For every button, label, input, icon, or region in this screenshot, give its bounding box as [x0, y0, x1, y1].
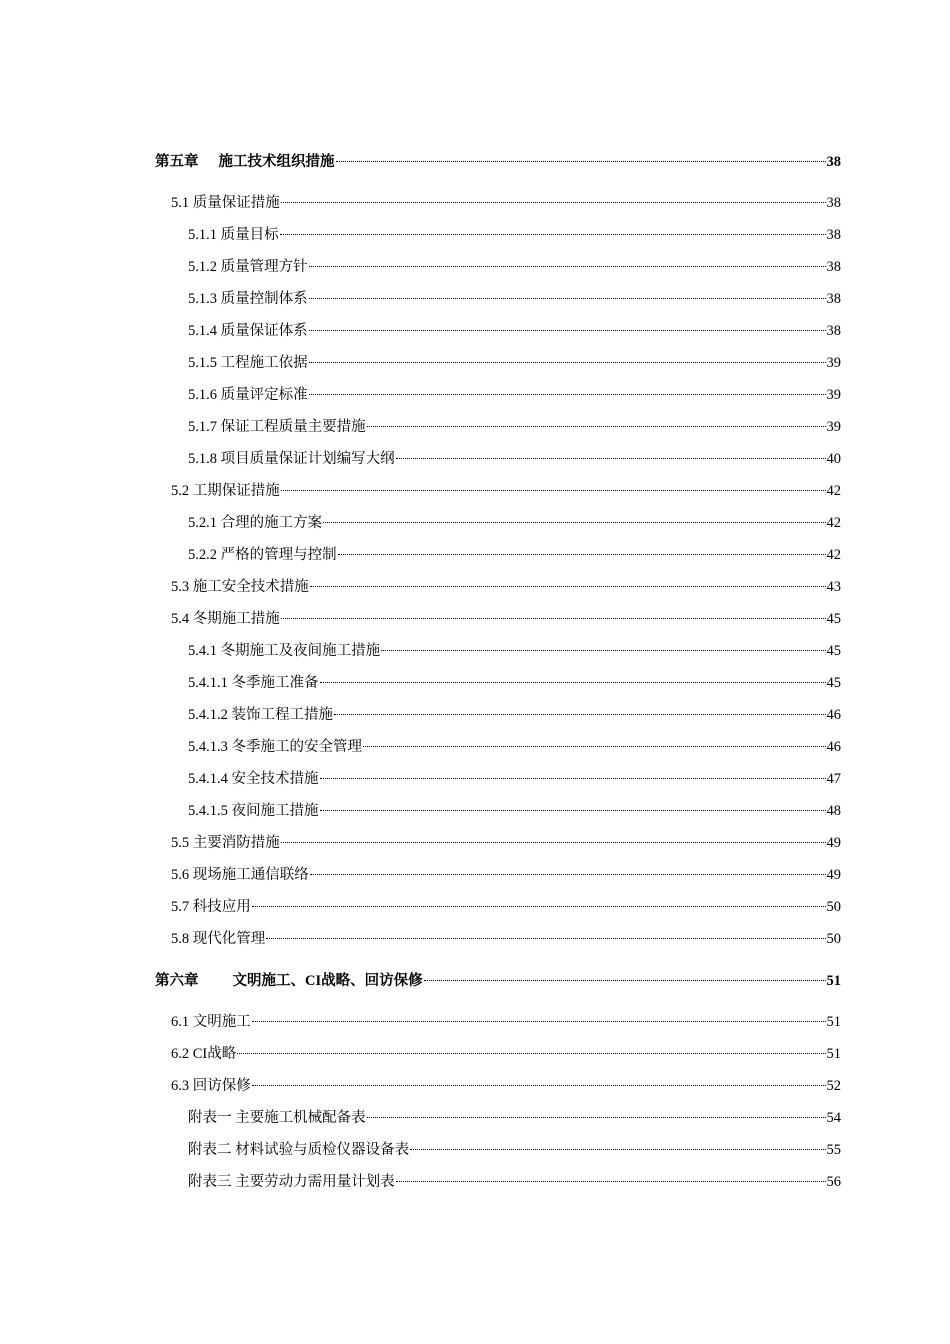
dot-leader [396, 1180, 826, 1182]
toc-entry-label: 5.5 主要消防措施 [171, 835, 280, 851]
toc-entry-6-1[interactable] [155, 1012, 841, 1032]
dot-leader [367, 1116, 826, 1118]
page-number: 48 [826, 803, 841, 819]
dot-leader [281, 201, 826, 203]
toc-entry-label: 5.1.7 保证工程质量主要措施 [188, 419, 366, 435]
toc-entry-label: 5.4 冬期施工措施 [171, 611, 280, 627]
toc-entry-label: 5.3 施工安全技术措施 [171, 579, 309, 595]
dot-leader [424, 979, 826, 981]
toc-entry-label: 5.2 工期保证措施 [171, 483, 280, 499]
toc-entry-5-8[interactable] [155, 929, 841, 949]
page-number: 38 [826, 323, 841, 339]
toc-entry-5-4[interactable] [155, 609, 841, 629]
dot-leader [252, 1020, 826, 1022]
toc-entry-label: 5.1.2 质量管理方针 [188, 259, 308, 275]
page-number: 51 [826, 973, 841, 989]
dot-leader [396, 457, 826, 459]
dot-leader [320, 681, 826, 683]
toc-entry-5-5[interactable] [155, 833, 841, 853]
dot-leader [309, 361, 826, 363]
toc-entry-label: 6.1 文明施工 [171, 1014, 251, 1030]
toc-entry-label: 5.7 科技应用 [171, 899, 251, 915]
dot-leader [320, 809, 826, 811]
page-number: 46 [826, 739, 841, 755]
page-number: 38 [826, 195, 841, 211]
page-number: 40 [826, 451, 841, 467]
dot-leader [334, 713, 826, 715]
toc-entry-label: 5.4.1.2 装饰工程工措施 [188, 707, 333, 723]
toc-entry-5-1-8[interactable] [155, 449, 841, 469]
page-number: 39 [826, 419, 841, 435]
page-number: 56 [826, 1174, 841, 1190]
toc-entry-5-4-1-4[interactable] [155, 769, 841, 789]
toc-entry-6-2[interactable] [155, 1044, 841, 1064]
toc-entry-5-6[interactable] [155, 865, 841, 885]
dot-leader [381, 649, 825, 651]
dot-leader [320, 777, 826, 779]
page-number: 50 [826, 931, 841, 947]
chapter-number: 第六章 [155, 973, 199, 989]
page-number: 43 [826, 579, 841, 595]
page-number: 39 [826, 355, 841, 371]
page-number: 42 [826, 547, 841, 563]
toc-entry-5-1[interactable] [155, 193, 841, 213]
toc-entry-appendix-1[interactable] [155, 1108, 841, 1128]
dot-leader [252, 1084, 826, 1086]
toc-entry-5-1-3[interactable] [155, 289, 841, 309]
page-number: 38 [826, 259, 841, 275]
toc-entry-label: 5.4.1.5 夜间施工措施 [188, 803, 319, 819]
toc-entry-chapter-6[interactable] [155, 971, 841, 991]
dot-leader [309, 265, 826, 267]
toc-entry-label: 5.4.1.1 冬季施工准备 [188, 675, 319, 691]
page-number: 49 [826, 867, 841, 883]
dot-leader [252, 905, 826, 907]
toc-entry-label: 5.1.1 质量目标 [188, 227, 279, 243]
toc-entry-label: 6.3 回访保修 [171, 1078, 251, 1094]
toc-entry-label: 5.1.6 质量评定标准 [188, 387, 308, 403]
toc-entry-5-2-1[interactable] [155, 513, 841, 533]
page-number: 38 [826, 291, 841, 307]
dot-leader [281, 841, 826, 843]
page-number: 49 [826, 835, 841, 851]
toc-entry-5-1-2[interactable] [155, 257, 841, 277]
toc-entry-appendix-2[interactable] [155, 1140, 841, 1160]
dot-leader [336, 160, 826, 162]
toc-entry-label: 5.1 质量保证措施 [171, 195, 280, 211]
dot-leader [280, 233, 826, 235]
toc-entry-label: 附表三 主要劳动力需用量计划表 [188, 1174, 395, 1190]
toc-entry-5-4-1-1[interactable] [155, 673, 841, 693]
dot-leader [338, 553, 826, 555]
page-number: 45 [826, 643, 841, 659]
toc-entry-label: 5.1.8 项目质量保证计划编写大纲 [188, 451, 395, 467]
page-number: 39 [826, 387, 841, 403]
toc-entry-5-3[interactable] [155, 577, 841, 597]
page-number: 45 [826, 675, 841, 691]
page-number: 52 [826, 1078, 841, 1094]
dot-leader [367, 425, 826, 427]
page-number: 50 [826, 899, 841, 915]
dot-leader [281, 489, 826, 491]
dot-leader [323, 521, 825, 523]
dot-leader [309, 393, 826, 395]
dot-leader [410, 1148, 825, 1150]
toc-entry-label: 5.1.5 工程施工依据 [188, 355, 308, 371]
toc-entry-label: 5.4.1 冬期施工及夜间施工措施 [188, 643, 381, 659]
page-number: 46 [826, 707, 841, 723]
toc-entry-label: 5.4.1.4 安全技术措施 [188, 771, 319, 787]
toc-entry-5-1-4[interactable] [155, 321, 841, 341]
toc-entry-label: 5.2.1 合理的施工方案 [188, 515, 323, 531]
page-number: 55 [826, 1142, 841, 1158]
page-number: 38 [826, 227, 841, 243]
dot-leader [237, 1052, 825, 1054]
toc-entry-label: 附表一 主要施工机械配备表 [188, 1110, 366, 1126]
page-number: 51 [826, 1046, 841, 1062]
toc-entry-label: 5.6 现场施工通信联络 [171, 867, 309, 883]
toc-entry-5-1-6[interactable] [155, 385, 841, 405]
toc-entry-5-4-1-2[interactable] [155, 705, 841, 725]
page-number: 45 [826, 611, 841, 627]
toc-entry-5-4-1-5[interactable] [155, 801, 841, 821]
toc-entry-label: 5.1.4 质量保证体系 [188, 323, 308, 339]
chapter-title: 施工技术组织措施 [218, 154, 335, 170]
dot-leader [309, 297, 826, 299]
dot-leader [363, 745, 826, 747]
chapter-number: 第五章 [155, 154, 199, 170]
page-number: 42 [826, 483, 841, 499]
toc-entry-5-4-1-3[interactable] [155, 737, 841, 757]
page-number: 42 [826, 515, 841, 531]
toc-entry-5-2[interactable] [155, 481, 841, 501]
toc-entry-label: 6.2 CI战略 [171, 1046, 237, 1062]
toc-entry-5-1-7[interactable] [155, 417, 841, 437]
page-number: 51 [826, 1014, 841, 1030]
toc-entry-5-4-1[interactable] [155, 641, 841, 661]
toc-entry-6-3[interactable] [155, 1076, 841, 1096]
page-number: 54 [826, 1110, 841, 1126]
toc-entry-label: 附表二 材料试验与质检仪器设备表 [188, 1142, 410, 1158]
toc-entry-appendix-3[interactable] [155, 1172, 841, 1192]
toc-entry-5-7[interactable] [155, 897, 841, 917]
toc-entry-chapter-5[interactable] [155, 152, 841, 172]
toc-entry-5-2-2[interactable] [155, 545, 841, 565]
table-of-contents [155, 152, 841, 1204]
dot-leader [310, 585, 826, 587]
page-number: 38 [826, 154, 841, 170]
toc-entry-label: 5.8 现代化管理 [171, 931, 266, 947]
dot-leader [310, 873, 826, 875]
toc-entry-label: 5.1.3 质量控制体系 [188, 291, 308, 307]
toc-entry-5-1-1[interactable] [155, 225, 841, 245]
toc-chapter-label [155, 971, 423, 991]
toc-entry-label: 5.4.1.3 冬季施工的安全管理 [188, 739, 362, 755]
chapter-title: 文明施工、CI战略、回访保修 [232, 973, 423, 989]
dot-leader [309, 329, 826, 331]
toc-chapter-label [155, 152, 335, 172]
dot-leader [281, 617, 826, 619]
toc-entry-5-1-5[interactable] [155, 353, 841, 373]
dot-leader [266, 937, 825, 939]
page-number: 47 [826, 771, 841, 787]
toc-entry-label: 5.2.2 严格的管理与控制 [188, 547, 337, 563]
